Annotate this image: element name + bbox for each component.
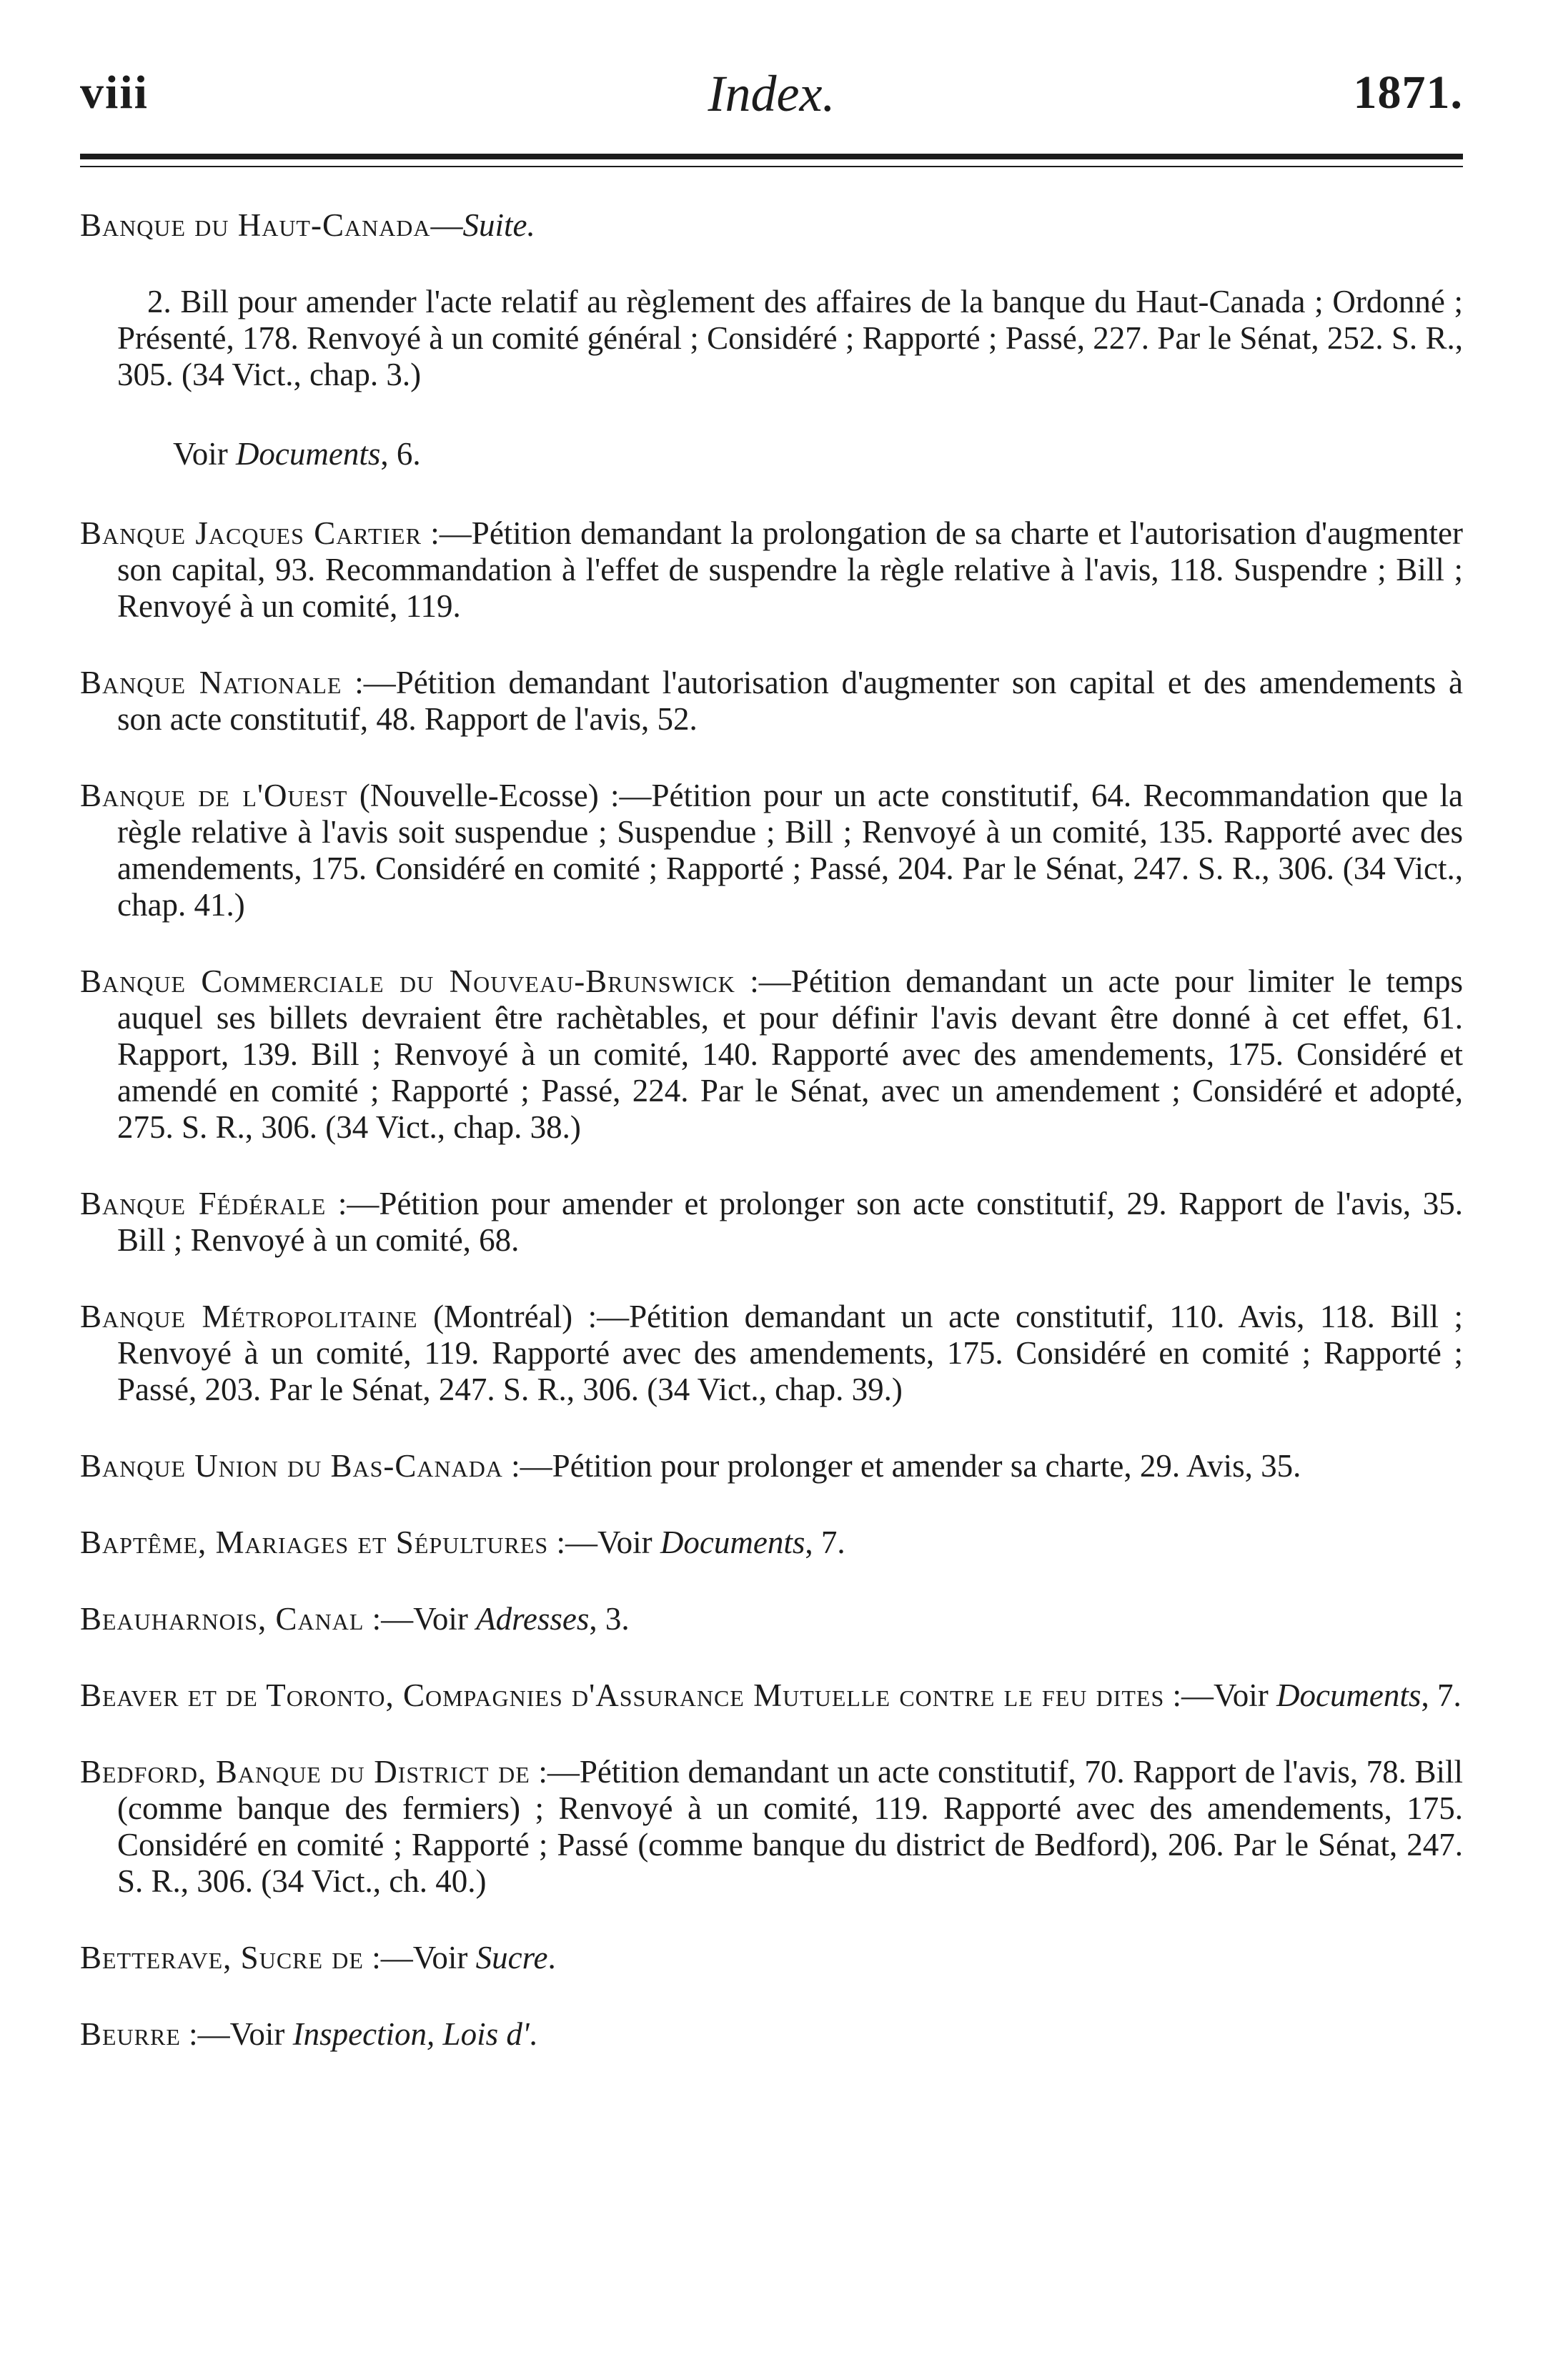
entry-betterave (80, 1940, 1463, 1976)
voir-ref: Documents (235, 436, 381, 472)
entry-banque-haut-canada-heading (80, 207, 1463, 244)
entry-text: :—Voir (1164, 1677, 1276, 1713)
entry-dash: — (430, 207, 463, 243)
entry-heading: Baptême, Mariages et Sépultures (80, 1524, 549, 1560)
entry-text: (Montréal) :—Pétition demandant un acte constitutif, 110. Avis, 118. Bill ; Renvoyé à un comité, 119. Rapporté avec des amendements, 175. Considéré en comité ; Rapporté ; Passé, 203. Par le Sénat, 247. S. R., 306. (34 Vict., chap. 39.) (117, 1299, 1464, 1407)
entry-ref: Adresses (476, 1601, 590, 1637)
voir-text: Voir (173, 436, 236, 472)
entry-heading: Banque Union du Bas-Canada (80, 1448, 503, 1484)
entry-heading: Banque de l'Ouest (80, 778, 348, 813)
entry-tail: . (529, 2016, 537, 2052)
entry-text: (Nouvelle-Ecosse) :—Pétition pour un acte constitutif, 64. Recommandation que la règle relative à l'avis soit suspendue ; Suspendue ; Bill ; Renvoyé à un comité, 135. Rapporté avec des amendements, 175. Considéré en comité ; Rapporté ; Passé, 204. Par le Sénat, 247. S. R., 306. (34 Vict., chap. 41.) (117, 778, 1463, 923)
entry-banque-haut-canada-sub: 2. Bill pour amender l'acte relatif au règlement des affaires de la banque du Haut-Canada ; Ordonné ; Présenté, 178. Renvoyé à un comité général ; Considéré ; Rapporté ; Passé, 227. Par le Sénat, 252. S. R., 305. (34 Vict., chap. 3.) (117, 284, 1463, 392)
entry-ref: Documents (1276, 1677, 1422, 1713)
entry-heading: Beurre (80, 2016, 181, 2052)
entry-ref: Sucre (475, 1940, 548, 1975)
entry-banque-commerciale (80, 963, 1463, 1146)
entry-text: :—Pétition demandant un acte constitutif, 70. Rapport de l'avis, 78. Bill (comme banque des fermiers) ; Renvoyé à un comité, 119. Rapporté avec des amendements, 175. Considéré en comité ; Rapporté ; Passé (comme banque du district de Bedford), 206. Par le Sénat, 247. S. R., 306. (34 Vict., ch. 40.) (117, 1754, 1463, 1899)
entry-text: :—Pétition demandant un acte pour limiter le temps auquel ses billets devraient être rachètables, et pour définir l'avis devant être donné à cet effet, 61. Rapport, 139. Bill ; Renvoyé à un comité, 140. Rapporté avec des amendements, 175. Considéré et amendé en comité ; Rapporté ; Passé, 224. Par le Sénat, avec un amendement ; Considéré et adopté, 275. S. R., 306. (34 Vict., chap. 38.) (117, 963, 1464, 1145)
entry-banque-de-l-ouest (80, 778, 1463, 923)
entry-tail: , 7. (805, 1524, 845, 1560)
page-header (80, 43, 1463, 129)
entry-banque-haut-canada-voir (80, 436, 1463, 472)
entry-banque-metropolitaine (80, 1299, 1463, 1408)
entry-text: :—Voir (363, 1940, 476, 1975)
page-year: 1871. (1353, 66, 1463, 119)
entry-bedford (80, 1754, 1463, 1900)
entry-tail: , 7. (1421, 1677, 1462, 1713)
entry-beurre (80, 2016, 1463, 2053)
entry-text: :—Voir (180, 2016, 293, 2052)
entry-bapteme (80, 1524, 1463, 1561)
entry-text: :—Pétition pour amender et prolonger son acte constitutif, 29. Rapport de l'avis, 35. Bill ; Renvoyé à un comité, 68. (117, 1186, 1463, 1258)
header-rule-thin (80, 166, 1463, 167)
voir-num: , 6. (380, 436, 421, 472)
entry-heading: Banque Commerciale du Nouveau-Brunswick (80, 963, 735, 999)
entry-suite: Suite. (462, 207, 535, 243)
entry-banque-federale (80, 1186, 1463, 1259)
header-rule-thick (80, 154, 1463, 159)
entry-text: :—Voir (548, 1524, 660, 1560)
entry-heading: Banque Fédérale (80, 1186, 327, 1221)
entry-text: :—Pétition pour prolonger et amender sa charte, 29. Avis, 35. (502, 1448, 1301, 1484)
entry-banque-nationale (80, 665, 1463, 738)
entry-text: :—Pétition demandant l'autorisation d'augmenter son capital et des amendements à son acte constitutif, 48. Rapport de l'avis, 52. (117, 665, 1463, 737)
entry-text: :—Pétition demandant la prolongation de sa charte et l'autorisation d'augmenter son capital, 93. Recommandation à l'effet de suspendre la règle relative à l'avis, 118. Suspendre ; Bill ; Renvoyé à un comité, 119. (117, 515, 1463, 624)
entry-heading: Beaver et de Toronto, Compagnies d'Assurance Mutuelle contre le feu dites (80, 1677, 1165, 1713)
entry-beauharnois (80, 1601, 1463, 1637)
entry-heading: Banque Métropolitaine (80, 1299, 418, 1334)
entry-banque-union (80, 1448, 1463, 1484)
entry-tail: . (547, 1940, 556, 1975)
page-title: Index. (708, 65, 835, 122)
entry-heading: Beauharnois, Canal (80, 1601, 364, 1637)
entry-ref: Inspection, Lois d' (292, 2016, 530, 2052)
entry-ref: Documents (660, 1524, 805, 1560)
entry-tail: , 3. (589, 1601, 630, 1637)
entry-beaver (80, 1677, 1463, 1714)
entry-heading: Bedford, Banque du District de (80, 1754, 530, 1790)
entry-banque-jacques-cartier (80, 515, 1463, 625)
entry-heading: Betterave, Sucre de (80, 1940, 364, 1975)
entry-heading: Banque Jacques Cartier (80, 515, 422, 551)
entry-heading: Banque Nationale (80, 665, 342, 700)
index-content (80, 207, 1463, 2053)
entry-text: :—Voir (364, 1601, 477, 1637)
page-number: viii (80, 66, 149, 119)
entry-heading: Banque du Haut-Canada (80, 207, 431, 243)
